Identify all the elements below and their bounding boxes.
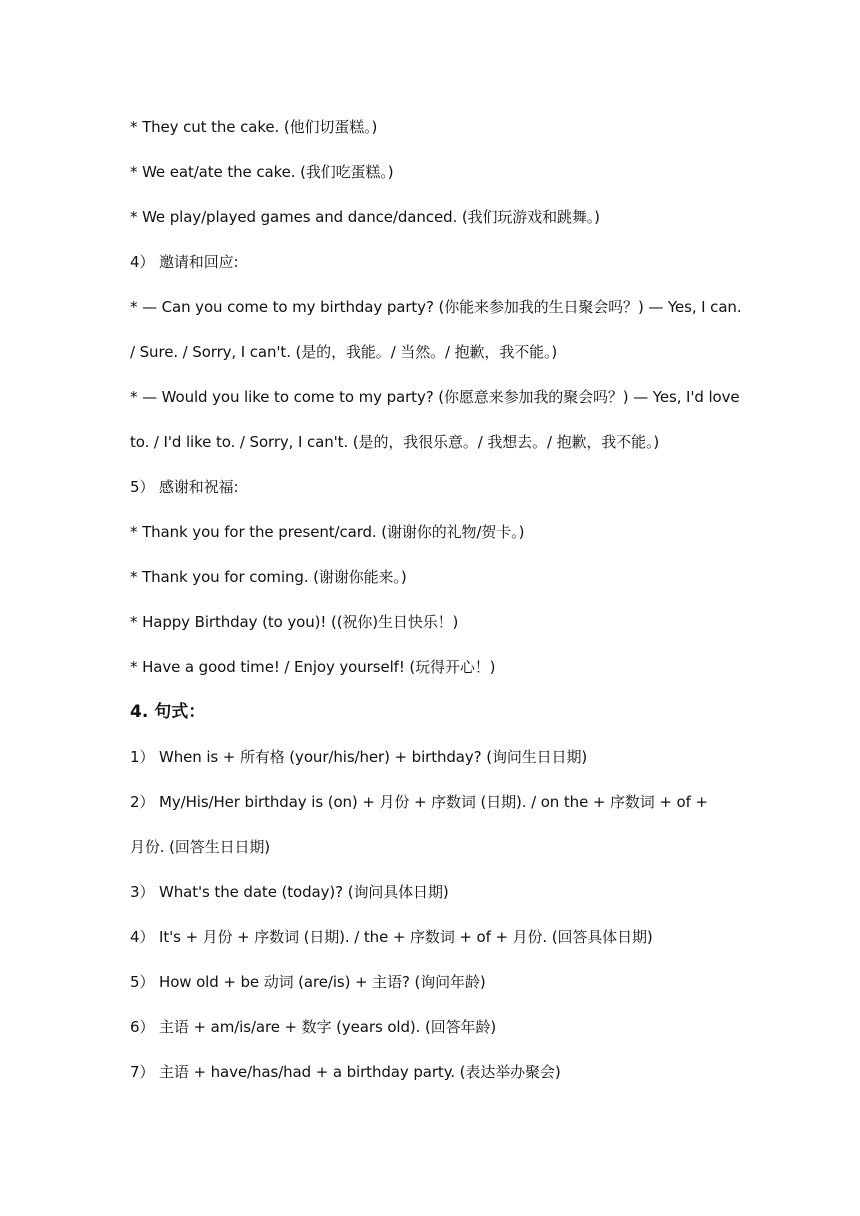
pattern-line: 2） My/His/Her birthday is (on) + 月份 + 序数词 (日期). / on the + 序数词 + of +: [130, 793, 708, 811]
text-line: * — Can you come to my birthday party? (你能来参加我的生日聚会吗？) — Yes, I can.: [130, 298, 742, 316]
text-line: * Have a good time! / Enjoy yourself! (玩得开心！): [130, 658, 496, 676]
pattern-line: 3） What's the date (today)? (询问具体日期): [130, 883, 449, 901]
subsection-title: 4） 邀请和回应:: [130, 253, 239, 271]
pattern-line: 6） 主语 + am/is/are + 数字 (years old). (回答年龄): [130, 1018, 497, 1036]
text-line: * — Would you like to come to my party? (你愿意来参加我的聚会吗？) — Yes, I'd love: [130, 388, 740, 406]
text-line: * Thank you for the present/card. (谢谢你的礼物/贺卡。): [130, 523, 525, 541]
pattern-line: 7） 主语 + have/has/had + a birthday party. (表达举办聚会): [130, 1063, 561, 1081]
subsection-title: 5） 感谢和祝福:: [130, 478, 239, 496]
text-line: to. / I'd like to. / Sorry, I can't. (是的，我很乐意。/ 我想去。/ 抱歉，我不能。): [130, 433, 660, 451]
section-heading: 4. 句式：: [130, 702, 206, 722]
pattern-line: 月份. (回答生日日期): [130, 838, 271, 856]
document-page: [130, 111, 740, 1101]
pattern-line: 1） When is + 所有格 (your/his/her) + birthday? (询问生日日期): [130, 748, 588, 766]
text-line: * Thank you for coming. (谢谢你能来。): [130, 568, 407, 586]
pattern-line: 5） How old + be 动词 (are/is) + 主语? (询问年龄): [130, 973, 486, 991]
text-line: * They cut the cake. (他们切蛋糕。): [130, 118, 378, 136]
text-line: / Sure. / Sorry, I can't. (是的，我能。/ 当然。/ 抱歉，我不能。): [130, 343, 558, 361]
text-line: * Happy Birthday (to you)! ((祝你)生日快乐！): [130, 613, 459, 631]
text-line: * We play/played games and dance/danced. (我们玩游戏和跳舞。): [130, 208, 600, 226]
pattern-line: 4） It's + 月份 + 序数词 (日期). / the + 序数词 + of + 月份. (回答具体日期): [130, 928, 653, 946]
text-line: * We eat/ate the cake. (我们吃蛋糕。): [130, 163, 394, 181]
